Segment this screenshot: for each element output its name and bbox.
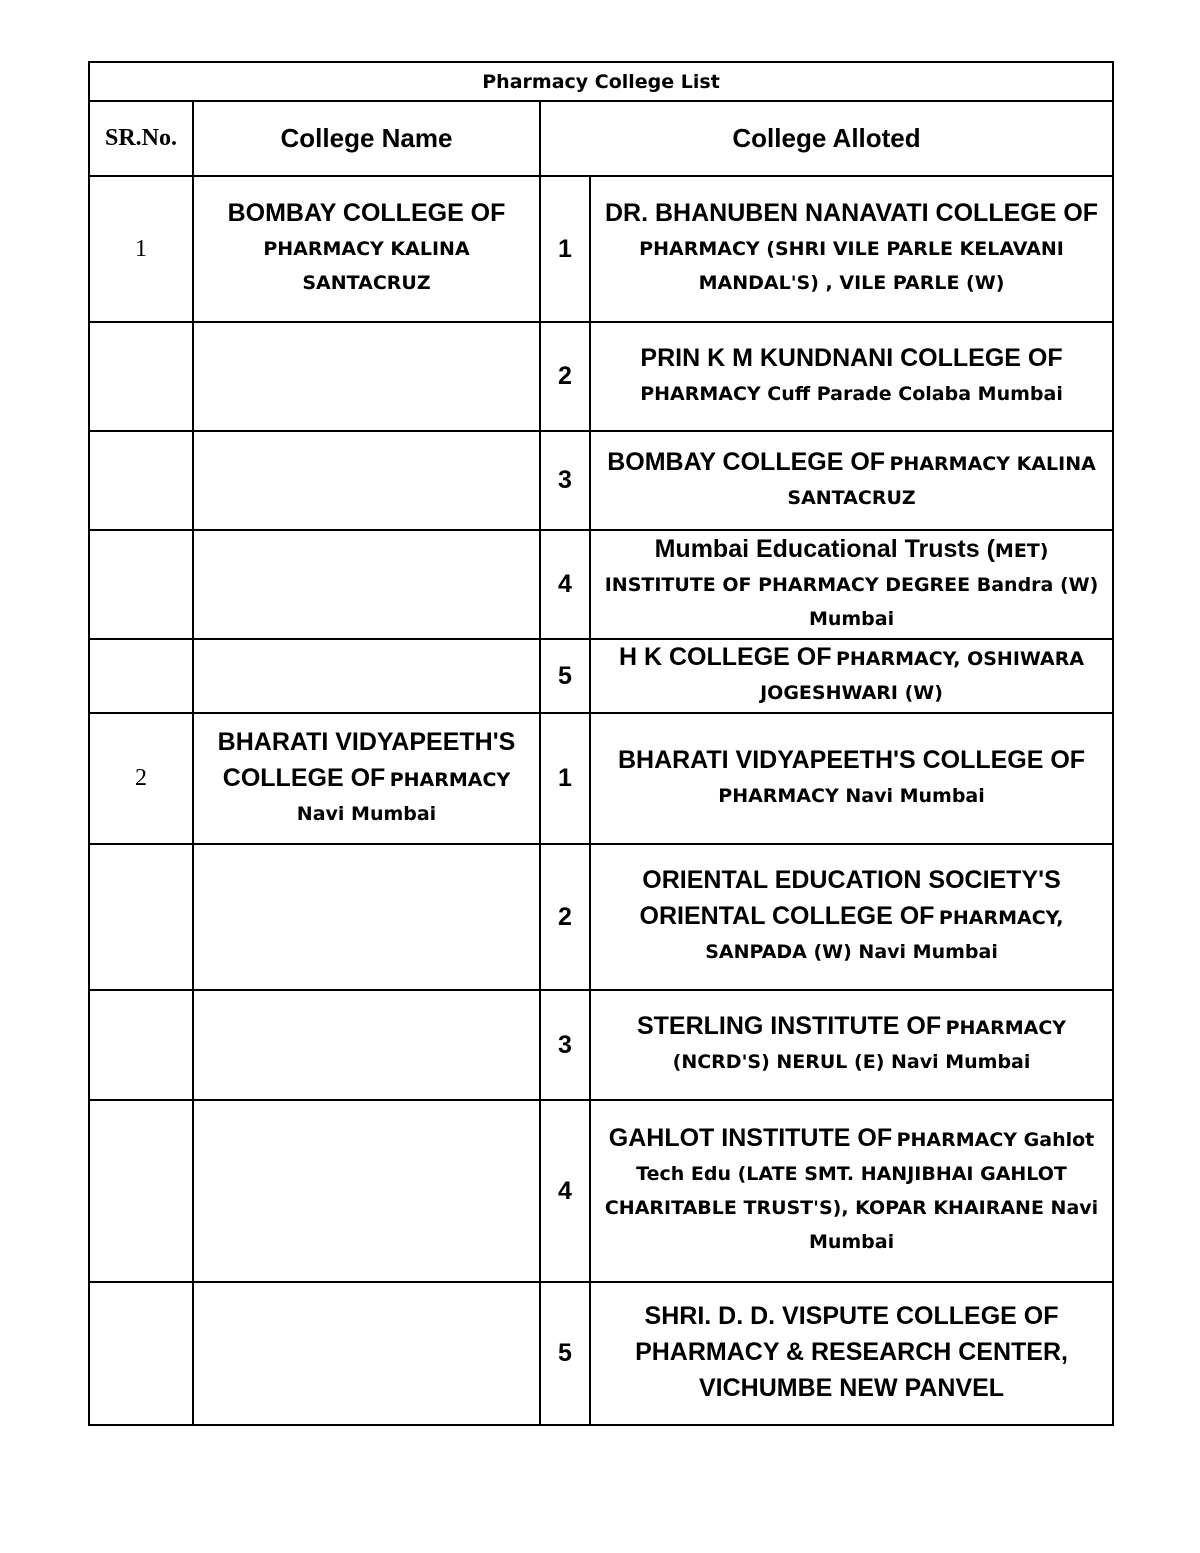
table-row (89, 1282, 1113, 1425)
college-name-primary: BOMBAY COLLEGE OF (227, 199, 506, 227)
empty-cell (193, 1282, 540, 1425)
allotted-college-primary: GAHLOT INSTITUTE OF (608, 1124, 893, 1152)
table-row (89, 1100, 1113, 1282)
allotted-college-secondary: PHARMACY Gahlot Tech Edu (LATE SMT. HANJIBHAI GAHLOT CHARITABLE TRUST'S), KOPAR KHAIRANE Navi Mumbai (604, 1129, 1099, 1253)
allotted-college (590, 713, 1113, 844)
college-name-primary: BHARATI VIDYAPEETH'S COLLEGE OF (217, 727, 516, 792)
table-row (89, 844, 1113, 990)
empty-cell (193, 844, 540, 990)
allotment-number: 4 (540, 1100, 590, 1282)
allotted-college (590, 990, 1113, 1100)
empty-cell (89, 639, 193, 713)
college-name (193, 713, 540, 844)
sr-number: 2 (89, 713, 193, 844)
allotted-college-primary: SHRI. D. D. VISPUTE COLLEGE OF PHARMACY & RESEARCH CENTER, VICHUMBE NEW PANVEL (635, 1301, 1068, 1402)
allotted-college-primary: PRIN K M KUNDNANI COLLEGE OF (640, 343, 1063, 372)
empty-cell (89, 990, 193, 1100)
college-list-table (88, 61, 1114, 1426)
table-title: Pharmacy College List (89, 62, 1113, 101)
allotted-college (590, 322, 1113, 431)
table-row (89, 530, 1113, 639)
allotted-college (590, 1100, 1113, 1282)
allotted-college-primary: DR. BHANUBEN NANAVATI COLLEGE OF (605, 199, 1099, 227)
allotted-college-secondary: PHARMACY Navi Mumbai (718, 784, 985, 807)
allotted-college-secondary: PHARMACY, SANPADA (W) Navi Mumbai (705, 907, 1064, 963)
allotted-college-primary: STERLING INSTITUTE OF (636, 1012, 942, 1040)
header-college-alloted: College Alloted (540, 101, 1113, 176)
allotted-college-secondary: PHARMACY (NCRD'S) NERUL (E) Navi Mumbai (672, 1017, 1067, 1073)
allotment-number: 5 (540, 639, 590, 713)
empty-cell (193, 639, 540, 713)
empty-cell (89, 530, 193, 639)
allotted-college-secondary: PHARMACY KALINA SANTACRUZ (787, 452, 1096, 509)
empty-cell (193, 990, 540, 1100)
allotted-college-secondary: MET) INSTITUTE OF PHARMACY DEGREE Bandra (W) Mumbai (604, 539, 1099, 630)
allotted-college-primary: BOMBAY COLLEGE OF (607, 447, 886, 476)
empty-cell (193, 530, 540, 639)
college-name (193, 176, 540, 322)
header-row (89, 101, 1113, 176)
allotment-number: 4 (540, 530, 590, 639)
allotted-college (590, 844, 1113, 990)
header-sr-no: SR.No. (89, 101, 193, 176)
allotment-number: 5 (540, 1282, 590, 1425)
allotted-college (590, 431, 1113, 530)
table-row (89, 322, 1113, 431)
allotment-number: 1 (540, 176, 590, 322)
allotted-college-primary: BHARATI VIDYAPEETH'S COLLEGE OF (617, 745, 1086, 774)
college-name-secondary: PHARMACY KALINA SANTACRUZ (263, 238, 470, 294)
allotted-college (590, 639, 1113, 713)
table-row (89, 990, 1113, 1100)
empty-cell (193, 1100, 540, 1282)
allotment-number: 1 (540, 713, 590, 844)
allotted-college-primary: H K COLLEGE OF (618, 643, 832, 671)
allotted-college (590, 1282, 1113, 1425)
empty-cell (89, 322, 193, 431)
empty-cell (89, 431, 193, 530)
allotment-number: 2 (540, 322, 590, 431)
header-college-name: College Name (193, 101, 540, 176)
empty-cell (89, 1282, 193, 1425)
allotted-college-primary: Mumbai Educational Trusts ( (654, 534, 995, 563)
allotted-college-secondary: PHARMACY Cuff Parade Colaba Mumbai (640, 382, 1063, 405)
allotment-number: 3 (540, 431, 590, 530)
allotted-college-primary: ORIENTAL EDUCATION SOCIETY'S ORIENTAL COLLEGE OF (639, 866, 1061, 930)
allotted-college (590, 176, 1113, 322)
allotment-number: 3 (540, 990, 590, 1100)
title-row (89, 62, 1113, 101)
table-row (89, 713, 1113, 844)
table-row (89, 176, 1113, 322)
allotted-college (590, 530, 1113, 639)
allotment-number: 2 (540, 844, 590, 990)
empty-cell (89, 844, 193, 990)
allotted-college-secondary: PHARMACY, OSHIWARA JOGESHWARI (W) (760, 648, 1085, 704)
empty-cell (193, 431, 540, 530)
allotted-college-secondary: PHARMACY (SHRI VILE PARLE KELAVANI MANDAL'S) , VILE PARLE (W) (639, 238, 1064, 294)
college-name-secondary: PHARMACY Navi Mumbai (296, 768, 511, 825)
table-row (89, 639, 1113, 713)
empty-cell (193, 322, 540, 431)
empty-cell (89, 1100, 193, 1282)
table-row (89, 431, 1113, 530)
sr-number: 1 (89, 176, 193, 322)
